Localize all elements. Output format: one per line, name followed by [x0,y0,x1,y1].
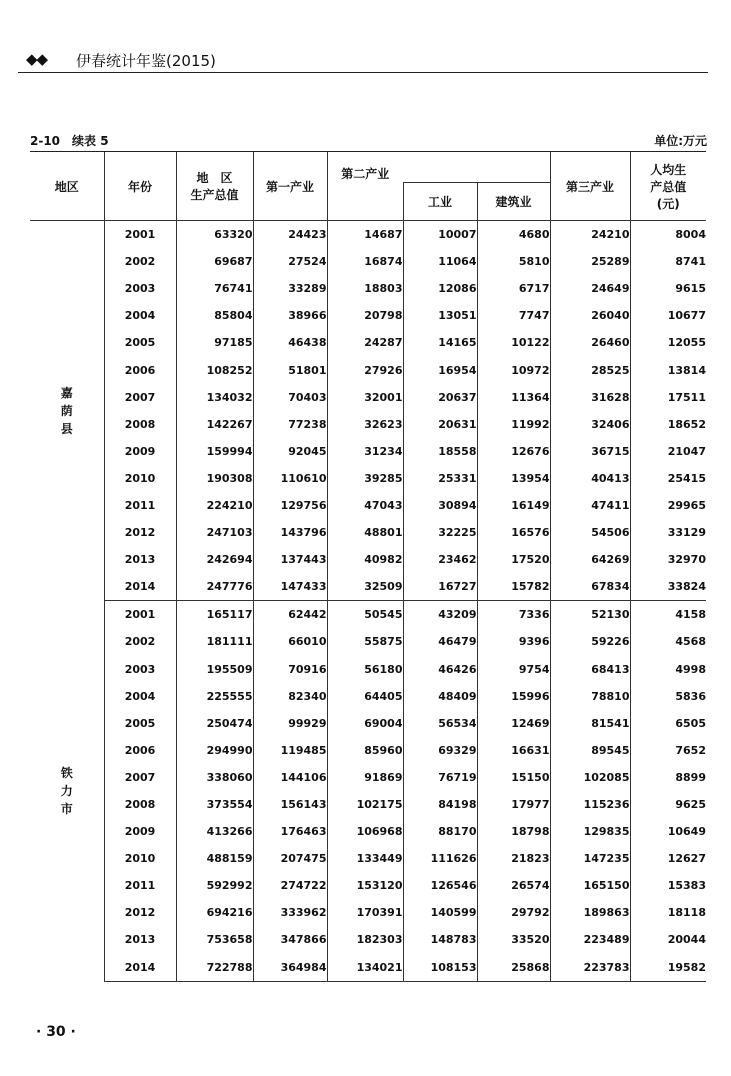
industry-cell: 111626 [403,845,477,872]
year-cell: 2014 [104,954,176,982]
primary-cell: 176463 [253,818,327,845]
region-name-cell [30,601,104,981]
secondary-cell: 56180 [327,656,403,683]
tertiary-cell: 24210 [550,221,630,249]
secondary-cell: 48801 [327,519,403,546]
header-year: 年份 [104,152,176,221]
percap-cell: 10649 [630,818,706,845]
table-row [30,899,706,926]
table-row [30,872,706,899]
gdp-cell: 195509 [176,656,253,683]
year-cell: 2011 [104,872,176,899]
industry-cell: 11064 [403,248,477,275]
secondary-cell: 69004 [327,710,403,737]
gdp-cell: 142267 [176,411,253,438]
primary-cell: 99929 [253,710,327,737]
secondary-cell: 91869 [327,764,403,791]
gdp-cell: 190308 [176,465,253,492]
primary-cell: 137443 [253,546,327,573]
year-cell: 2007 [104,384,176,411]
secondary-cell: 85960 [327,737,403,764]
construction-cell: 16631 [477,737,550,764]
tertiary-cell: 24649 [550,275,630,302]
secondary-cell: 55875 [327,628,403,655]
header-industry: 工业 [403,182,477,221]
year-cell: 2010 [104,465,176,492]
table-row [30,845,706,872]
table-row [30,519,706,546]
gdp-cell: 242694 [176,546,253,573]
industry-cell: 76719 [403,764,477,791]
gdp-cell: 181111 [176,628,253,655]
tertiary-cell: 68413 [550,656,630,683]
percap-cell: 4998 [630,656,706,683]
table-row [30,492,706,519]
primary-cell: 46438 [253,329,327,356]
construction-cell: 17520 [477,546,550,573]
percap-cell: 32970 [630,546,706,573]
region-name-char: 荫 [60,403,73,418]
construction-cell: 33520 [477,926,550,953]
industry-cell: 88170 [403,818,477,845]
secondary-cell: 14687 [327,221,403,249]
percap-cell: 20044 [630,926,706,953]
construction-cell: 15996 [477,683,550,710]
tertiary-cell: 64269 [550,546,630,573]
gdp-cell: 97185 [176,329,253,356]
secondary-cell: 27926 [327,356,403,383]
tertiary-cell: 26460 [550,329,630,356]
construction-cell: 11992 [477,411,550,438]
running-header [18,48,708,74]
tertiary-cell: 129835 [550,818,630,845]
header-gdp-line1: 地 区 [196,171,233,185]
primary-cell: 129756 [253,492,327,519]
industry-cell: 20631 [403,411,477,438]
table-caption: 2-10 续表 5 [30,134,109,148]
percap-cell: 18118 [630,899,706,926]
construction-cell: 5810 [477,248,550,275]
header-construction: 建筑业 [477,182,550,221]
construction-cell: 6717 [477,275,550,302]
table-row [30,818,706,845]
primary-cell: 144106 [253,764,327,791]
percap-cell: 9625 [630,791,706,818]
year-cell: 2003 [104,656,176,683]
construction-cell: 9396 [477,628,550,655]
secondary-cell: 182303 [327,926,403,953]
table-row [30,356,706,383]
gdp-cell: 224210 [176,492,253,519]
industry-cell: 126546 [403,872,477,899]
construction-cell: 12676 [477,438,550,465]
region-name-char: 市 [60,801,73,816]
secondary-cell: 18803 [327,275,403,302]
industry-cell: 46479 [403,628,477,655]
primary-cell: 147433 [253,573,327,601]
year-cell: 2005 [104,710,176,737]
year-cell: 2009 [104,818,176,845]
industry-cell: 84198 [403,791,477,818]
industry-cell: 43209 [403,601,477,629]
year-cell: 2004 [104,302,176,329]
header-primary: 第一产业 [253,152,327,221]
region-name-char: 县 [60,421,73,436]
statistics-table [30,151,706,982]
gdp-cell: 63320 [176,221,253,249]
construction-cell: 16576 [477,519,550,546]
year-cell: 2004 [104,683,176,710]
header-secondary-group [403,152,550,183]
percap-cell: 15383 [630,872,706,899]
industry-cell: 16954 [403,356,477,383]
secondary-cell: 64405 [327,683,403,710]
industry-cell: 12086 [403,275,477,302]
tertiary-cell: 78810 [550,683,630,710]
construction-cell: 15782 [477,573,550,601]
header-gdp [176,152,253,221]
unit-label: 单位:万元 [654,134,707,148]
secondary-cell: 20798 [327,302,403,329]
construction-cell: 15150 [477,764,550,791]
table-row [30,656,706,683]
secondary-cell: 153120 [327,872,403,899]
tertiary-cell: 26040 [550,302,630,329]
primary-cell: 274722 [253,872,327,899]
year-cell: 2012 [104,899,176,926]
year-cell: 2010 [104,845,176,872]
table-row [30,465,706,492]
tertiary-cell: 102085 [550,764,630,791]
table-row [30,329,706,356]
primary-cell: 364984 [253,954,327,982]
tertiary-cell: 165150 [550,872,630,899]
secondary-cell: 31234 [327,438,403,465]
table-row [30,221,706,249]
percap-cell: 13814 [630,356,706,383]
tertiary-cell: 52130 [550,601,630,629]
secondary-cell: 170391 [327,899,403,926]
industry-cell: 16727 [403,573,477,601]
gdp-cell: 722788 [176,954,253,982]
tertiary-cell: 40413 [550,465,630,492]
table-row [30,302,706,329]
year-cell: 2014 [104,573,176,601]
gdp-cell: 247776 [176,573,253,601]
table-row [30,710,706,737]
percap-cell: 19582 [630,954,706,982]
year-cell: 2006 [104,356,176,383]
primary-cell: 347866 [253,926,327,953]
industry-cell: 14165 [403,329,477,356]
percap-cell: 8004 [630,221,706,249]
industry-cell: 46426 [403,656,477,683]
table-row [30,275,706,302]
gdp-cell: 134032 [176,384,253,411]
percap-cell: 12055 [630,329,706,356]
industry-cell: 23462 [403,546,477,573]
industry-cell: 13051 [403,302,477,329]
year-cell: 2001 [104,601,176,629]
gdp-cell: 69687 [176,248,253,275]
secondary-cell: 106968 [327,818,403,845]
region-name-char: 铁 [60,765,73,780]
header-percap-line2: 产总值 [650,179,687,194]
industry-cell: 69329 [403,737,477,764]
gdp-cell: 373554 [176,791,253,818]
secondary-cell: 102175 [327,791,403,818]
year-cell: 2002 [104,628,176,655]
secondary-cell: 40982 [327,546,403,573]
primary-cell: 38966 [253,302,327,329]
primary-cell: 110610 [253,465,327,492]
primary-cell: 207475 [253,845,327,872]
region-name-char: 嘉 [60,385,73,400]
industry-cell: 140599 [403,899,477,926]
percap-cell: 8741 [630,248,706,275]
gdp-cell: 338060 [176,764,253,791]
tertiary-cell: 25289 [550,248,630,275]
gdp-cell: 488159 [176,845,253,872]
table-row [30,546,706,573]
construction-cell: 13954 [477,465,550,492]
table-row [30,573,706,601]
percap-cell: 18652 [630,411,706,438]
primary-cell: 33289 [253,275,327,302]
primary-cell: 77238 [253,411,327,438]
page-number: · 30 · [36,1024,76,1040]
secondary-cell: 24287 [327,329,403,356]
industry-cell: 10007 [403,221,477,249]
construction-cell: 7747 [477,302,550,329]
secondary-cell: 133449 [327,845,403,872]
industry-cell: 108153 [403,954,477,982]
percap-cell: 4568 [630,628,706,655]
tertiary-cell: 59226 [550,628,630,655]
table-row [30,954,706,982]
gdp-cell: 413266 [176,818,253,845]
percap-cell: 6505 [630,710,706,737]
table-row [30,791,706,818]
percap-cell: 21047 [630,438,706,465]
gdp-cell: 76741 [176,275,253,302]
construction-cell: 11364 [477,384,550,411]
construction-cell: 10972 [477,356,550,383]
table-row [30,411,706,438]
primary-cell: 51801 [253,356,327,383]
construction-cell: 7336 [477,601,550,629]
header-gdp-line2: 生产总值 [190,188,239,202]
primary-cell: 92045 [253,438,327,465]
primary-cell: 24423 [253,221,327,249]
percap-cell: 12627 [630,845,706,872]
year-cell: 2006 [104,737,176,764]
construction-cell: 9754 [477,656,550,683]
secondary-cell: 32623 [327,411,403,438]
table-row [30,248,706,275]
primary-cell: 156143 [253,791,327,818]
header-percap-line1: 人均生 [650,162,687,177]
header-region: 地区 [30,152,104,221]
tertiary-cell: 89545 [550,737,630,764]
header-percap-line3: (元) [656,196,680,211]
table-row [30,764,706,791]
table-body [30,221,706,982]
primary-cell: 70916 [253,656,327,683]
tertiary-cell: 67834 [550,573,630,601]
header-rule [18,72,708,73]
tertiary-cell: 36715 [550,438,630,465]
primary-cell: 143796 [253,519,327,546]
table-row [30,683,706,710]
construction-cell: 21823 [477,845,550,872]
gdp-cell: 159994 [176,438,253,465]
year-cell: 2001 [104,221,176,249]
percap-cell: 29965 [630,492,706,519]
book-title: 伊春统计年鉴(2015) [76,52,216,70]
year-cell: 2005 [104,329,176,356]
tertiary-cell: 47411 [550,492,630,519]
tertiary-cell: 31628 [550,384,630,411]
table-row [30,628,706,655]
gdp-cell: 225555 [176,683,253,710]
gdp-cell: 108252 [176,356,253,383]
table-row [30,384,706,411]
percap-cell: 4158 [630,601,706,629]
year-cell: 2002 [104,248,176,275]
secondary-cell: 32509 [327,573,403,601]
construction-cell: 10122 [477,329,550,356]
percap-cell: 5836 [630,683,706,710]
year-cell: 2007 [104,764,176,791]
primary-cell: 333962 [253,899,327,926]
secondary-cell: 50545 [327,601,403,629]
year-cell: 2012 [104,519,176,546]
gdp-cell: 250474 [176,710,253,737]
industry-cell: 20637 [403,384,477,411]
percap-cell: 9615 [630,275,706,302]
year-cell: 2008 [104,411,176,438]
industry-cell: 30894 [403,492,477,519]
table-row [30,926,706,953]
primary-cell: 66010 [253,628,327,655]
tertiary-cell: 28525 [550,356,630,383]
secondary-cell: 47043 [327,492,403,519]
industry-cell: 148783 [403,926,477,953]
year-cell: 2009 [104,438,176,465]
gdp-cell: 592992 [176,872,253,899]
industry-cell: 32225 [403,519,477,546]
industry-cell: 48409 [403,683,477,710]
percap-cell: 7652 [630,737,706,764]
secondary-cell: 16874 [327,248,403,275]
industry-cell: 18558 [403,438,477,465]
tertiary-cell: 147235 [550,845,630,872]
tertiary-cell: 189863 [550,899,630,926]
construction-cell: 25868 [477,954,550,982]
secondary-cell: 32001 [327,384,403,411]
year-cell: 2008 [104,791,176,818]
gdp-cell: 247103 [176,519,253,546]
industry-cell: 56534 [403,710,477,737]
year-cell: 2013 [104,926,176,953]
table-row [30,601,706,629]
header-secondary: 第二产业 [327,152,403,183]
secondary-cell: 134021 [327,954,403,982]
year-cell: 2011 [104,492,176,519]
percap-cell: 8899 [630,764,706,791]
header-secondary-below [327,182,403,221]
percap-cell: 33824 [630,573,706,601]
region-name-char: 力 [60,783,73,798]
construction-cell: 29792 [477,899,550,926]
percap-cell: 33129 [630,519,706,546]
percap-cell: 17511 [630,384,706,411]
gdp-cell: 694216 [176,899,253,926]
diamond-marks-icon: ◆◆ [26,50,48,68]
primary-cell: 119485 [253,737,327,764]
primary-cell: 62442 [253,601,327,629]
tertiary-cell: 115236 [550,791,630,818]
region-name-cell [30,221,104,601]
gdp-cell: 753658 [176,926,253,953]
tertiary-cell: 223783 [550,954,630,982]
gdp-cell: 165117 [176,601,253,629]
primary-cell: 27524 [253,248,327,275]
gdp-cell: 85804 [176,302,253,329]
primary-cell: 70403 [253,384,327,411]
construction-cell: 26574 [477,872,550,899]
construction-cell: 4680 [477,221,550,249]
header-tertiary: 第三产业 [550,152,630,221]
tertiary-cell: 81541 [550,710,630,737]
tertiary-cell: 54506 [550,519,630,546]
percap-cell: 25415 [630,465,706,492]
construction-cell: 16149 [477,492,550,519]
construction-cell: 18798 [477,818,550,845]
percap-cell: 10677 [630,302,706,329]
secondary-cell: 39285 [327,465,403,492]
construction-cell: 17977 [477,791,550,818]
year-cell: 2003 [104,275,176,302]
tertiary-cell: 32406 [550,411,630,438]
table-row [30,737,706,764]
table-row [30,438,706,465]
year-cell: 2013 [104,546,176,573]
primary-cell: 82340 [253,683,327,710]
industry-cell: 25331 [403,465,477,492]
header-percap [630,152,706,221]
tertiary-cell: 223489 [550,926,630,953]
gdp-cell: 294990 [176,737,253,764]
construction-cell: 12469 [477,710,550,737]
